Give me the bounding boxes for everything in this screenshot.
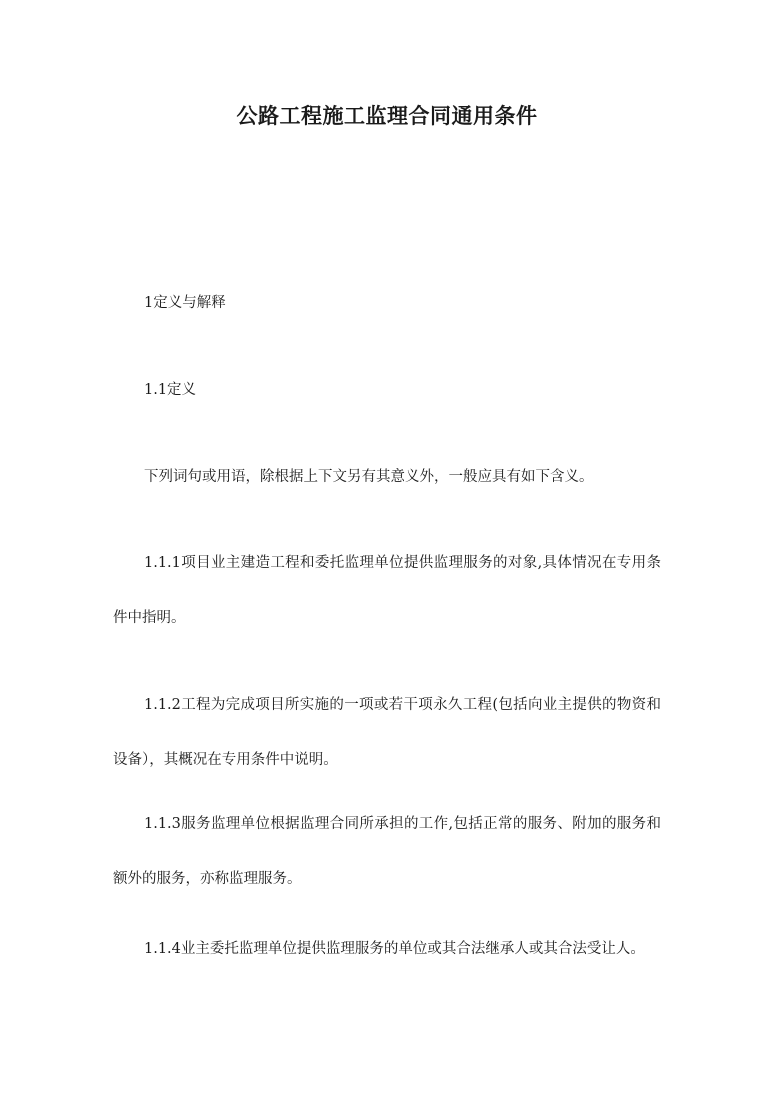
paragraph-intro: 下列词句或用语，除根据上下文另有其意义外，一般应具有如下含义。 xyxy=(144,469,594,485)
clause-1-1-3: 1.1.3服务监理单位根据监理合同所承担的工作,包括正常的服务、附加的服务和额外的服务，亦称监理服务。 xyxy=(113,816,661,887)
clause-1-1-1: 1.1.1项目业主建造工程和委托监理单位提供监理服务的对象,具体情况在专用条件中指明。 xyxy=(113,555,661,626)
clause-1-1-4: 1.1.4业主委托监理单位提供监理服务的单位或其合法继承人或其合法受让人。 xyxy=(144,941,645,957)
clause-1-1-2: 1.1.2工程为完成项目所实施的一项或若干项永久工程(包括向业主提供的物资和设备），其概况在专用条件中说明。 xyxy=(113,697,661,768)
section-heading-definitions-and-interpretation: 1定义与解释 xyxy=(144,295,226,311)
subsection-heading-definitions: 1.1定义 xyxy=(144,382,197,398)
document-title: 公路工程施工监理合同通用条件 xyxy=(236,104,538,128)
